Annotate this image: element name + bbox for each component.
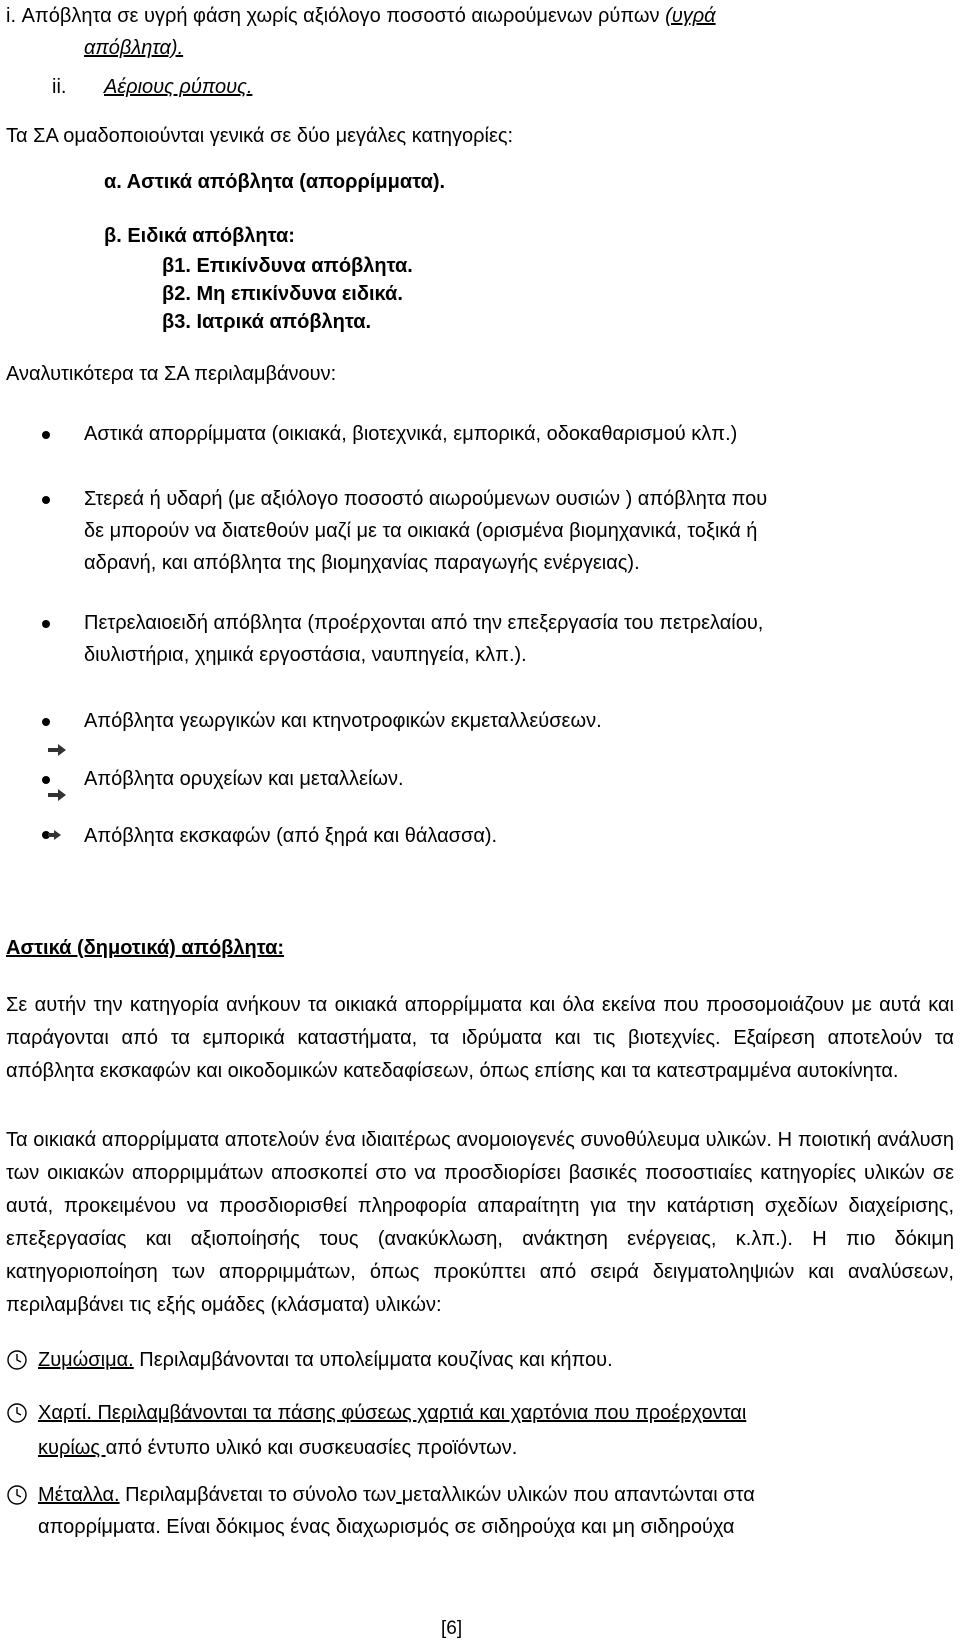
filled-circle-icon — [42, 431, 50, 439]
fraction-text: Περιλαμβάνονται τα πάσης φύσεως χαρτιά και χαρτόνια που προέρχονται — [91, 1402, 747, 1424]
fraction-item-line — [38, 1485, 755, 1505]
fraction-term: Χαρτί. — [38, 1402, 92, 1424]
categories-intro: Τα ΣΑ ομαδοποιούνται γενικά σε δύο μεγάλες κατηγορίες: — [6, 125, 514, 147]
section-heading: Αστικά (δημοτικά) απόβλητα: — [6, 937, 285, 959]
inline-link[interactable]: (υγρά — [665, 5, 716, 27]
bullet-item-line: διυλιστήρια, χημικά εργοστάσια, ναυπηγεία, κλπ.). — [84, 644, 527, 666]
list-marker: i. — [6, 5, 16, 27]
clock-icon — [6, 1349, 28, 1371]
bullet-item-line: Απόβλητα ορυχείων και μεταλλείων. — [84, 768, 404, 790]
filled-circle-icon — [42, 776, 50, 784]
category-b: β. Ειδικά απόβλητα: — [104, 225, 295, 247]
list-marker-ii: ii. — [52, 76, 67, 98]
fraction-text: Περιλαμβάνεται το σύνολο των — [119, 1484, 397, 1506]
page-number: [6] — [441, 1618, 463, 1639]
inline-link-ii[interactable]: Αέριους ρύπους. — [104, 76, 253, 98]
filled-circle-icon — [42, 718, 50, 726]
category-a: α. Αστικά απόβλητα (απορρίμματα). — [104, 171, 446, 193]
bullet-item-line: δε μπορούν να διατεθούν μαζί με τα οικιακά (ορισμένα βιομηχανικά, τοξικά ή — [84, 520, 758, 542]
category-b2: β2. Μη επικίνδυνα ειδικά. — [162, 283, 403, 305]
fraction-term: Ζυμώσιμα. — [38, 1349, 134, 1371]
filled-circle-icon — [42, 620, 50, 628]
bullet-item-line: Απόβλητα εκσκαφών (από ξηρά και θάλασσα). — [84, 825, 498, 847]
list-item-i — [6, 6, 716, 26]
arrow-bullet-icon — [46, 787, 68, 803]
paragraph: Τα οικιακά απορρίμματα αποτελούν ένα ιδιαιτέρως ανομοιογενές συνοθύλευμα υλικών. Η ποιοτική ανάλυση των οικιακών απορριμμάτων αποσκοπεί στο να προσδιορίσει βασικές ποσοστιαίες κατηγορίες υλικών σε αυτά, προκειμένου να προσδιορισθεί πληροφορία απαραίτητη για την κατάρτιση σχεδίων διαχείρισης, επεξεργασίας και αξιοποίησής τους (ανακύκλωση, ανάκτηση ενέργειας, κ.λπ.). Η πιο δόκιμη κατηγοριοποίηση των απορριμμάτων, όπως προκύπτει από σειρά δειγματοληψιών και αναλύσεων, περιλαμβάνει τις εξής ομάδες (κλάσματα) υλικών: — [6, 1129, 954, 1316]
fraction-term: Μέταλλα. — [38, 1484, 120, 1506]
fraction-item-line — [38, 1438, 517, 1458]
arrow-bullet-icon — [40, 827, 62, 843]
filled-circle-icon — [42, 496, 50, 504]
fraction-item-line — [38, 1403, 746, 1423]
arrow-bullet-icon — [46, 742, 68, 758]
fraction-text-underlined: κυρίως — [38, 1437, 106, 1459]
bullet-item-line: Πετρελαιοειδή απόβλητα (προέρχονται από την επεξεργασία του πετρελαίου, — [84, 612, 764, 634]
bullet-item-line: αδρανή, και απόβλητα της βιομηχανίας παραγωγής ενέργειας). — [84, 552, 640, 574]
clock-icon — [6, 1484, 28, 1506]
fraction-text: από έντυπο υλικό και συσκευασίες προϊόντων. — [105, 1437, 518, 1459]
bullet-item-line: Απόβλητα γεωργικών και κτηνοτροφικών εκμεταλλεύσεων. — [84, 710, 602, 732]
fraction-item-line: απορρίμματα. Είναι δόκιμος ένας διαχωρισμός σε σιδηρούχα και μη σιδηρούχα — [38, 1516, 735, 1538]
fraction-text: μεταλλικών υλικών που απαντώνται στα — [401, 1484, 755, 1506]
fraction-item-line — [38, 1350, 613, 1370]
fraction-text: Περιλαμβάνονται τα υπολείμματα κουζίνας και κήπου. — [133, 1349, 613, 1371]
bullet-item-line: Στερεά ή υδαρή (με αξιόλογο ποσοστό αιωρούμενων ουσιών ) απόβλητα που — [84, 488, 768, 510]
inline-link-continued[interactable]: απόβλητα). — [84, 37, 184, 59]
category-b3: β3. Ιατρικά απόβλητα. — [162, 311, 372, 333]
list-item-text: Απόβλητα σε υγρή φάση χωρίς αξιόλογο ποσοστό αιωρούμενων ρύπων — [21, 5, 660, 27]
paragraph: Σε αυτήν την κατηγορία ανήκουν τα οικιακά απορρίμματα και όλα εκείνα που προσομοιάζουν με αυτά και παράγονται από τα εμπορικά καταστήματα, τα ιδρύματα και τις βιοτεχνίες. Εξαίρεση αποτελούν τα απόβλητα εκσκαφών και οικοδομικών κατεδαφίσεων, όπως επίσης και τα κατεστραμμένα αυτοκίνητα. — [6, 994, 954, 1082]
detailed-intro: Αναλυτικότερα τα ΣΑ περιλαμβάνουν: — [6, 363, 337, 385]
clock-icon — [6, 1402, 28, 1424]
category-b1: β1. Επικίνδυνα απόβλητα. — [162, 255, 413, 277]
bullet-item-line: Αστικά απορρίμματα (οικιακά, βιοτεχνικά, εμπορικά, οδοκαθαρισμού κλπ.) — [84, 423, 738, 445]
